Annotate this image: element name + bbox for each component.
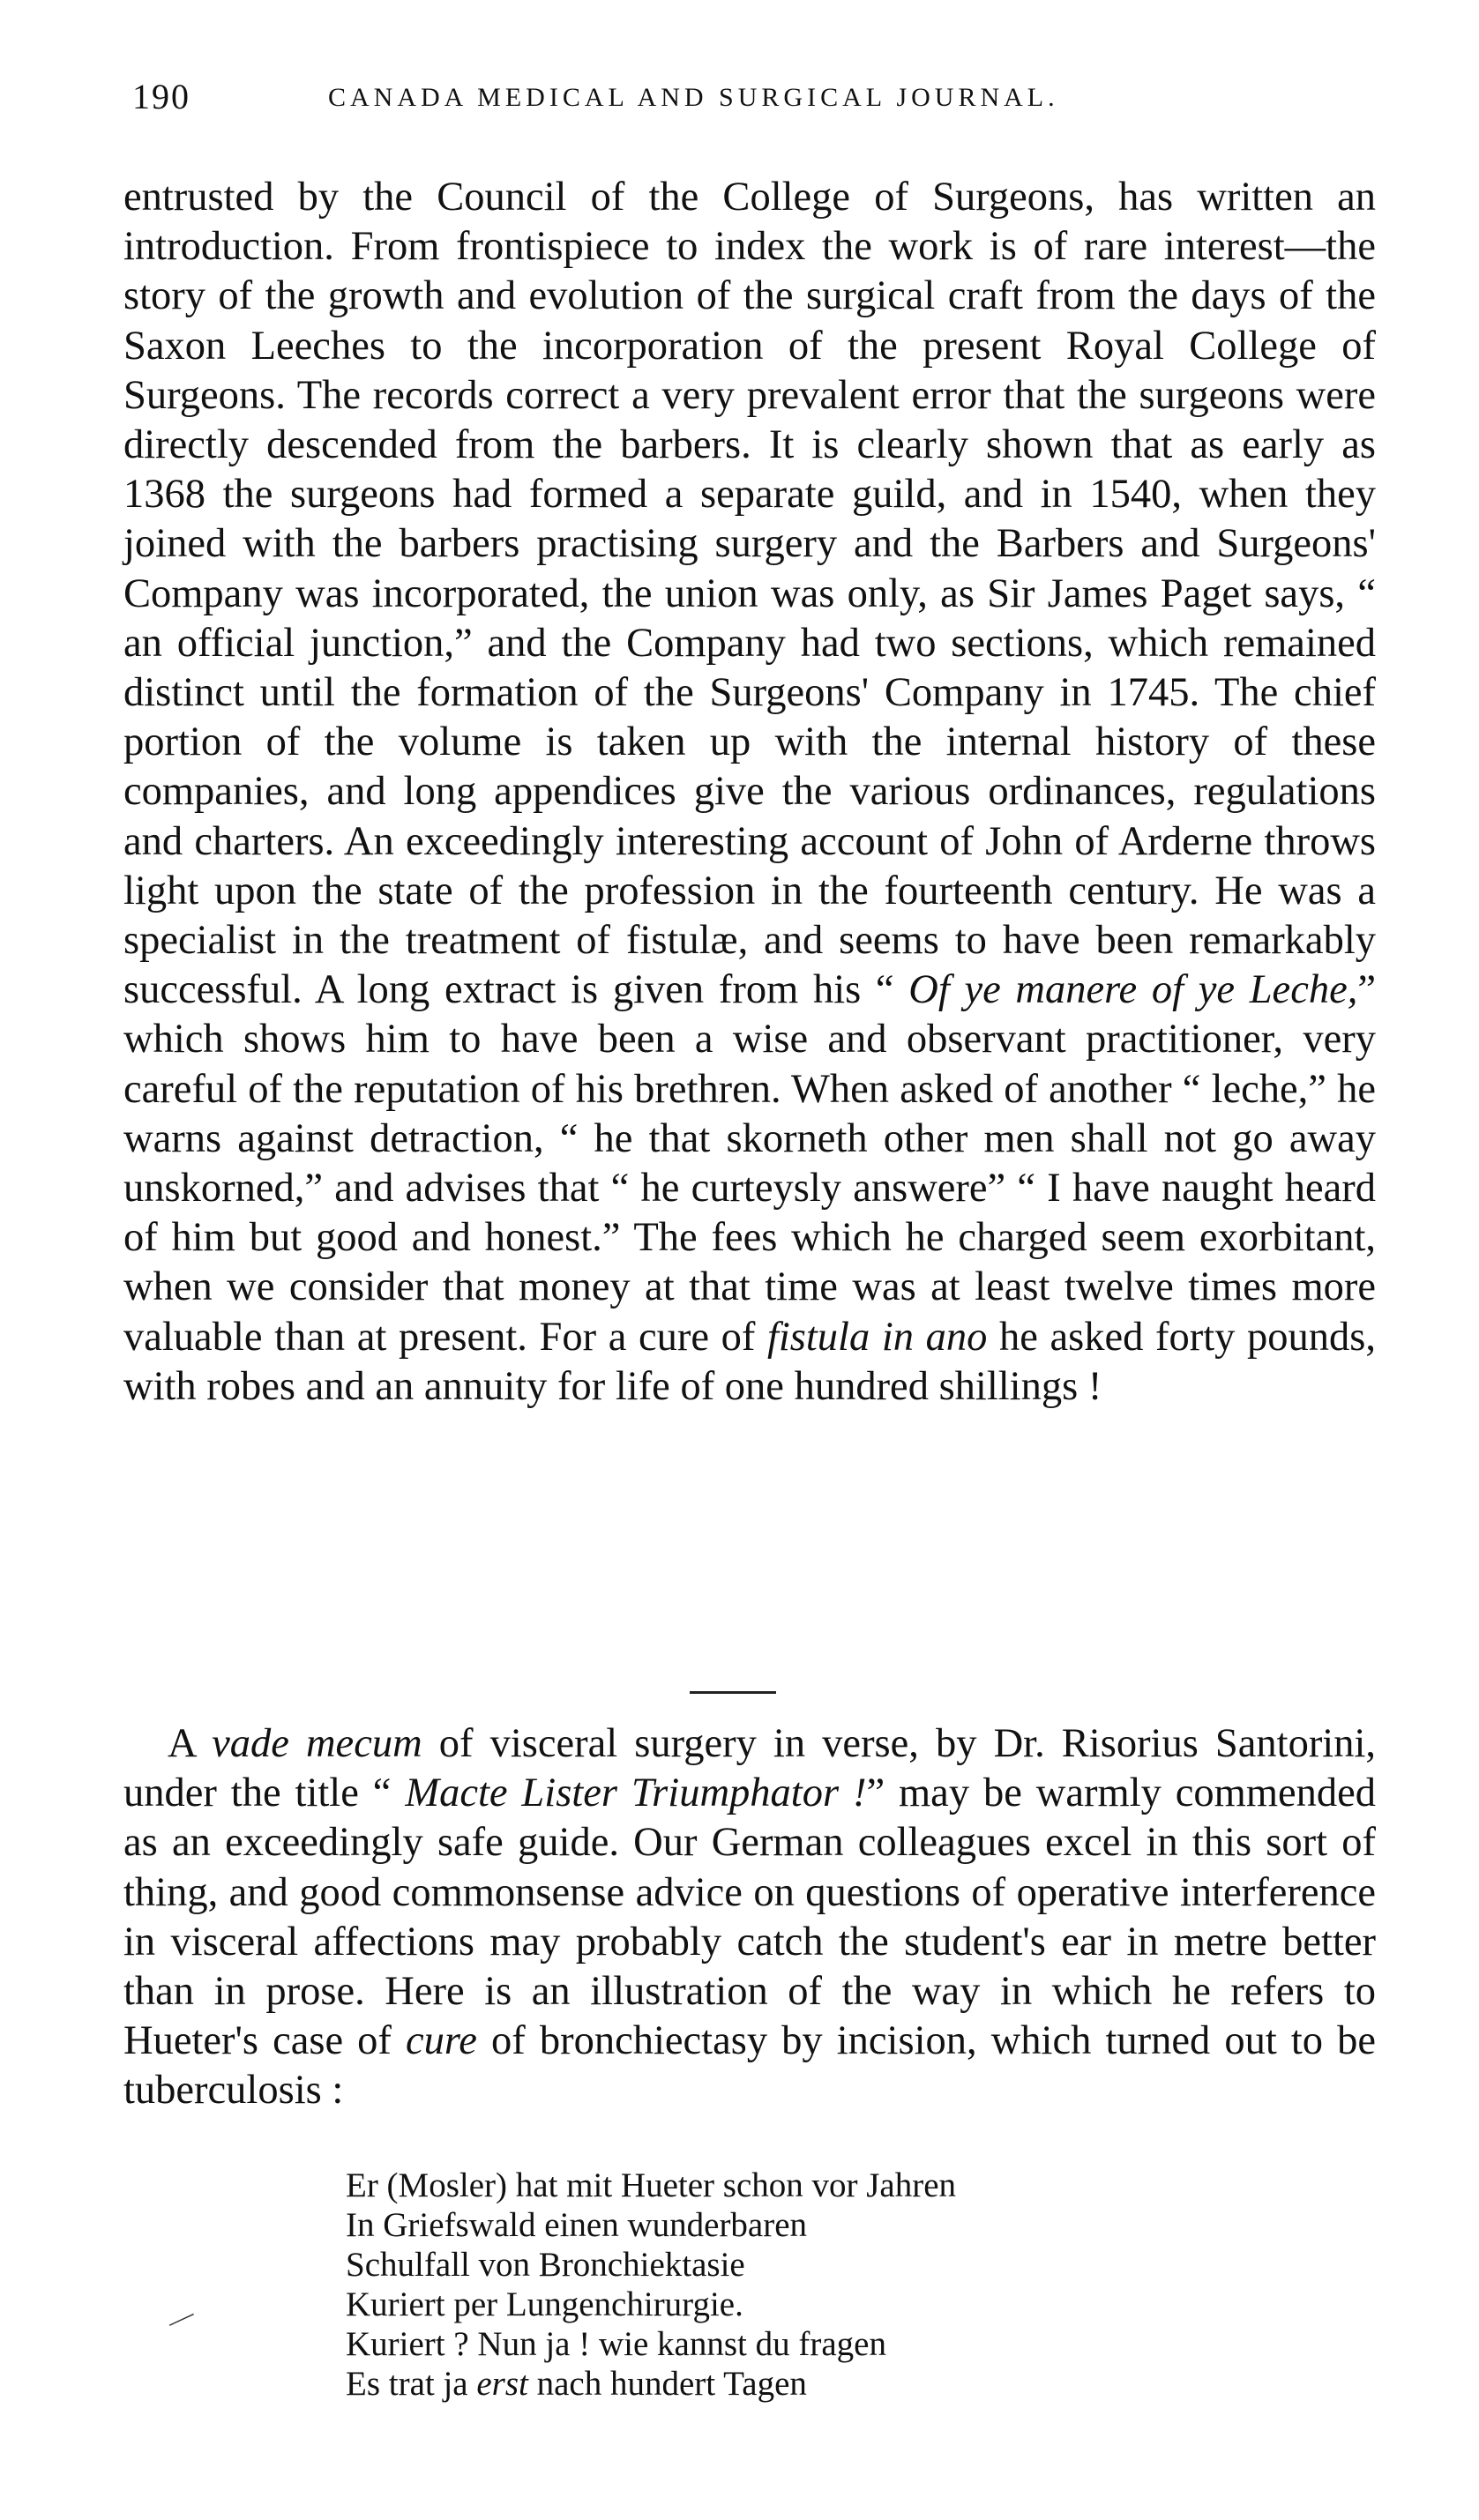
italic-title: Of ye manere of ye Leche, — [908, 967, 1358, 1013]
paragraph-text: of bronchiectasy by incision, which turned out to be tuberculosis : — [123, 2018, 1376, 2114]
paragraph-text: ” may be warmly commended as an exceedingly safe guide. Our German colleagues excel in this sort of thing, and good commonsense advice on questions of operative interference in visceral affections may probably catch the student's ear in metre better than in prose. Here is an illustration of the way in which he refers to Hueter's case of — [123, 1771, 1377, 2064]
paragraph-text: he asked forty pounds, with robes and an annuity for life of one hundred shillings ! — [123, 1314, 1376, 1409]
verse-line: Kuriert ? Nun ja ! wie kannst du fragen — [346, 2325, 886, 2363]
margin-mark-icon: — — [162, 2299, 199, 2337]
verse-line: In Griefswald einen wunderbaren — [346, 2206, 808, 2244]
verse-line: Er (Mosler) hat mit Hueter schon vor Jahren — [346, 2166, 957, 2204]
section-divider — [690, 1691, 776, 1694]
paragraph-text: A — [168, 1721, 213, 1766]
verse-text: nach hundert Tagen — [527, 2365, 807, 2403]
verse-line: Kuriert per Lungenchirurgie. — [346, 2285, 743, 2323]
paragraph-college-of-surgeons — [123, 173, 1376, 1412]
paragraph-text: entrusted by the Council of the College of Surgeons, has written an introduction. From frontispiece to index the work is of rare interest—the story of the growth and evolution of the surgical craft from the days of the Saxon Leeches to the incorporation of the present Royal College of Surgeons. The records correct a very prevalent error that the surgeons were directly descended from the barbers. It is clearly shown that as early as 1368 the surgeons had formed a separate guild, and in 1540, when they joined with the barbers practising surgery and the Barbers and Surgeons' Company was incorporated, the union was only, as Sir James Paget says, “ an official junction,” and the Company had two sections, which remained distinct until the formation of the Surgeons' Company in 1745. The chief portion of the volume is taken up with the internal history of these companies, and long appendices give the various ordinances, regulations and charters. An exceedingly interesting account of John of Arderne throws light upon the state of the profession in the fourteenth century. He was a specialist in the treatment of fistulæ, and seems to have been remarkably successful. A long extract is given from his “ — [123, 175, 1376, 1013]
paragraph-vade-mecum — [123, 1719, 1376, 2116]
running-head: CANADA MEDICAL AND SURGICAL JOURNAL. — [328, 83, 1059, 112]
verse-text: Es trat ja — [346, 2365, 477, 2403]
verse-quotation — [346, 2166, 956, 2404]
verse-line — [346, 2364, 956, 2404]
paragraph-text: ” which shows him to have been a wise and observant practitioner, very careful of the reputation of his brethren. When asked of another “ leche,” he warns against detraction, “ he that skorneth other men shall not go away unskorned,” and advises that “ he curteysly answere” “ I have naught heard of him but good and honest.” The fees which he charged seem exorbitant, when we consider that money at that time was at least twelve times more valuable than at present. For a cure of — [123, 967, 1376, 1360]
italic-term: vade mecum — [212, 1721, 422, 1766]
paragraph-text: of visceral surgery in verse, by Dr. Risorius Santorini, under the title “ — [123, 1721, 1377, 1816]
verse-line: Schulfall von Bronchiektasie — [346, 2246, 745, 2284]
italic-term: cure — [406, 2018, 477, 2064]
verse-italic: erst — [476, 2365, 528, 2403]
page-number: 190 — [132, 77, 190, 116]
page-header — [132, 76, 1367, 129]
italic-title: Macte Lister Triumphator ! — [405, 1771, 867, 1816]
italic-term: fistula in ano — [766, 1314, 988, 1360]
